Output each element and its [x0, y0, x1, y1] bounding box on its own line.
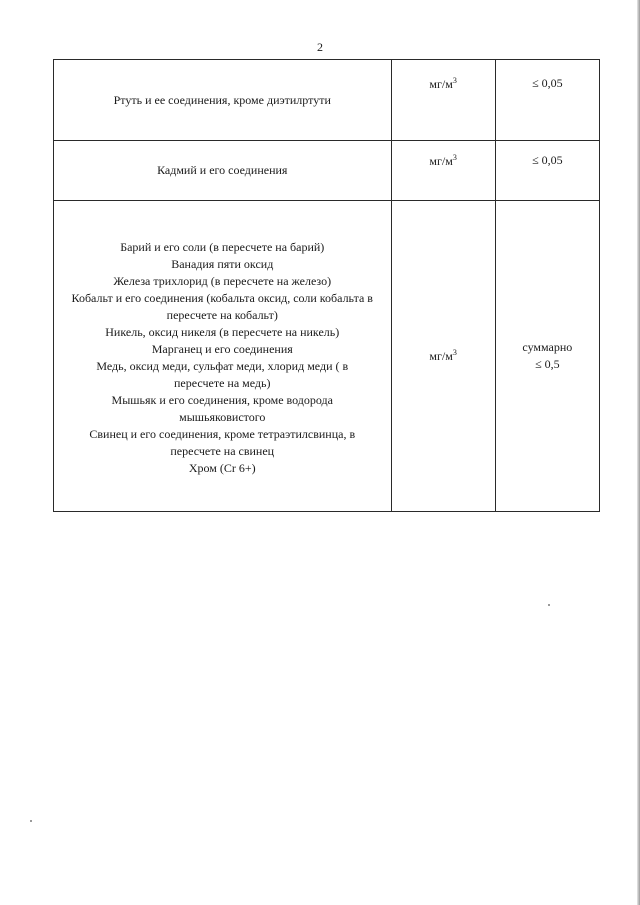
table-row-cadmium — [54, 141, 600, 201]
substance-line: Железа трихлорид (в пересчете на железо) — [113, 274, 332, 288]
substance-line: мышьяковистого — [179, 410, 266, 424]
scan-speck — [548, 604, 550, 606]
substance-line: пересчете на медь) — [174, 376, 271, 390]
limit-value-cell — [495, 60, 599, 141]
limit-value-cell — [495, 201, 599, 512]
substance-line: Барий и его соли (в пересчете на барий) — [120, 240, 325, 254]
substance-line: Хром (Cr 6+) — [188, 461, 256, 475]
substance-line: Мышьяк и его соединения, кроме водорода — [111, 393, 333, 407]
substance-line: Никель, оксид никеля (в пересчете на никель) — [105, 325, 340, 339]
unit-exponent: 3 — [452, 153, 457, 162]
limits-table — [53, 59, 600, 512]
substance-line: Свинец и его соединения, кроме тетраэтилсвинца, в — [89, 427, 356, 441]
page-number: 2 — [317, 40, 323, 54]
substance-line: Ванадия пяти оксид — [171, 257, 274, 271]
substance-line: Марганец и его соединения — [151, 342, 293, 356]
unit-label: мг/м — [429, 349, 453, 363]
scan-speck — [30, 820, 32, 822]
unit-exponent: 3 — [452, 348, 457, 357]
substance-name: Ртуть и ее соединения, кроме диэтилртути — [113, 92, 331, 107]
substance-line: пересчете на свинец — [170, 444, 275, 458]
unit-exponent: 3 — [452, 76, 457, 85]
unit-label: мг/м — [429, 77, 453, 91]
substance-line: пересчете на кобальт) — [166, 308, 278, 322]
substance-line: Кобальт и его соединения (кобальта оксид, соли кобальта в — [71, 291, 373, 305]
substance-line: Медь, оксид меди, сульфат меди, хлорид меди ( в — [96, 359, 349, 373]
unit-cell — [391, 60, 495, 141]
table-row-mercury — [54, 60, 600, 141]
limit-value: ≤ 0,05 — [532, 153, 563, 167]
limit-value: ≤ 0,5 — [535, 357, 560, 371]
substance-name-cell — [54, 60, 392, 141]
substance-name-cell — [54, 141, 392, 201]
limit-value: ≤ 0,05 — [532, 76, 563, 90]
table-row-metals-group — [54, 201, 600, 512]
substance-name: Кадмий и его соединения — [157, 163, 288, 177]
unit-label: мг/м — [429, 154, 453, 168]
limit-value-cell — [495, 141, 599, 201]
substance-list-cell — [54, 201, 392, 512]
unit-cell — [391, 201, 495, 512]
unit-cell — [391, 141, 495, 201]
limit-qualifier: суммарно — [522, 340, 573, 354]
